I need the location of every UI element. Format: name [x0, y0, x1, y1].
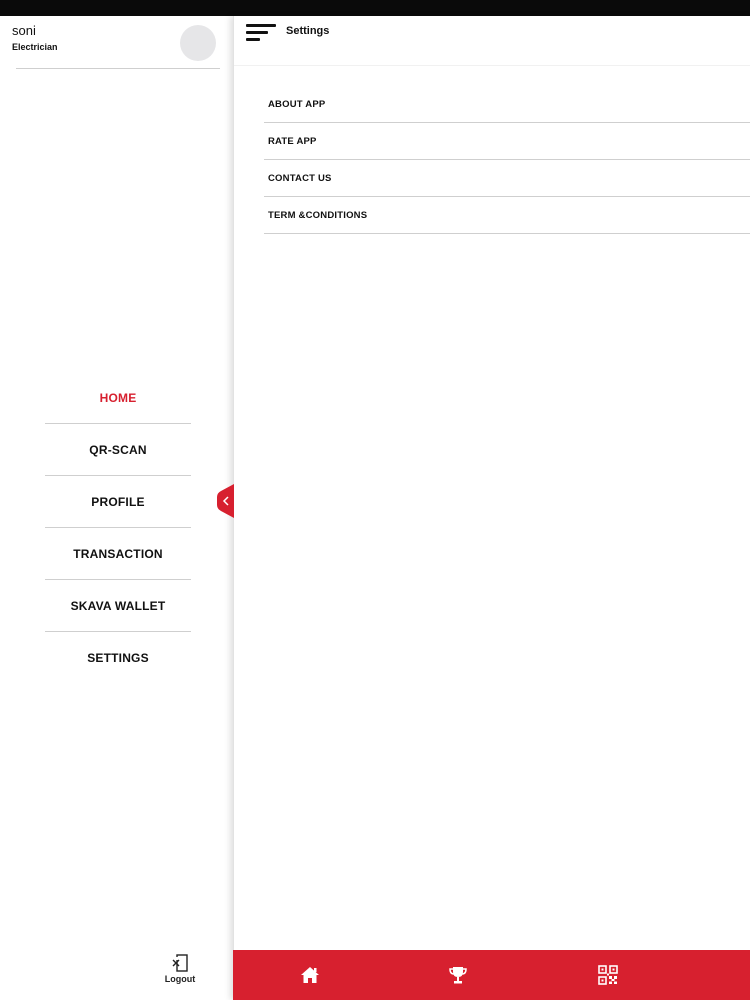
settings-item-contact-us[interactable]: CONTACT US [264, 160, 750, 197]
user-role: Electrician [12, 42, 58, 52]
drawer-item-settings[interactable]: SETTINGS [87, 651, 149, 665]
settings-item-rate-app[interactable]: RATE APP [264, 123, 750, 160]
trophy-icon[interactable] [447, 964, 469, 986]
status-bar [0, 0, 750, 16]
top-app-bar [234, 16, 750, 66]
home-icon[interactable] [299, 964, 321, 986]
settings-list [264, 86, 750, 234]
logout-label: Logout [164, 974, 196, 984]
logout-icon [172, 954, 188, 972]
main-panel [233, 16, 750, 1000]
drawer-item-qr-scan[interactable]: QR-SCAN [45, 424, 191, 476]
hamburger-icon[interactable] [246, 24, 276, 42]
drawer-collapse-tab[interactable] [217, 484, 234, 518]
drawer-item-profile[interactable]: PROFILE [45, 476, 191, 528]
drawer-item-skava-wallet[interactable]: SKAVA WALLET [45, 580, 191, 632]
drawer-header [0, 16, 233, 70]
page-title: Settings [286, 25, 330, 37]
logout-button[interactable] [158, 954, 202, 984]
qr-code-icon[interactable] [597, 964, 619, 986]
user-name: soni [12, 23, 36, 38]
avatar[interactable] [180, 25, 216, 61]
bottom-nav [233, 950, 750, 1000]
drawer-divider [16, 68, 220, 69]
settings-item-about-app[interactable]: ABOUT APP [264, 86, 750, 123]
settings-item-terms[interactable]: TERM &CONDITIONS [264, 197, 750, 234]
side-drawer [0, 16, 233, 1000]
drawer-item-home[interactable]: HOME [45, 372, 191, 424]
drawer-item-transaction[interactable]: TRANSACTION [45, 528, 191, 580]
drawer-menu [45, 372, 191, 684]
